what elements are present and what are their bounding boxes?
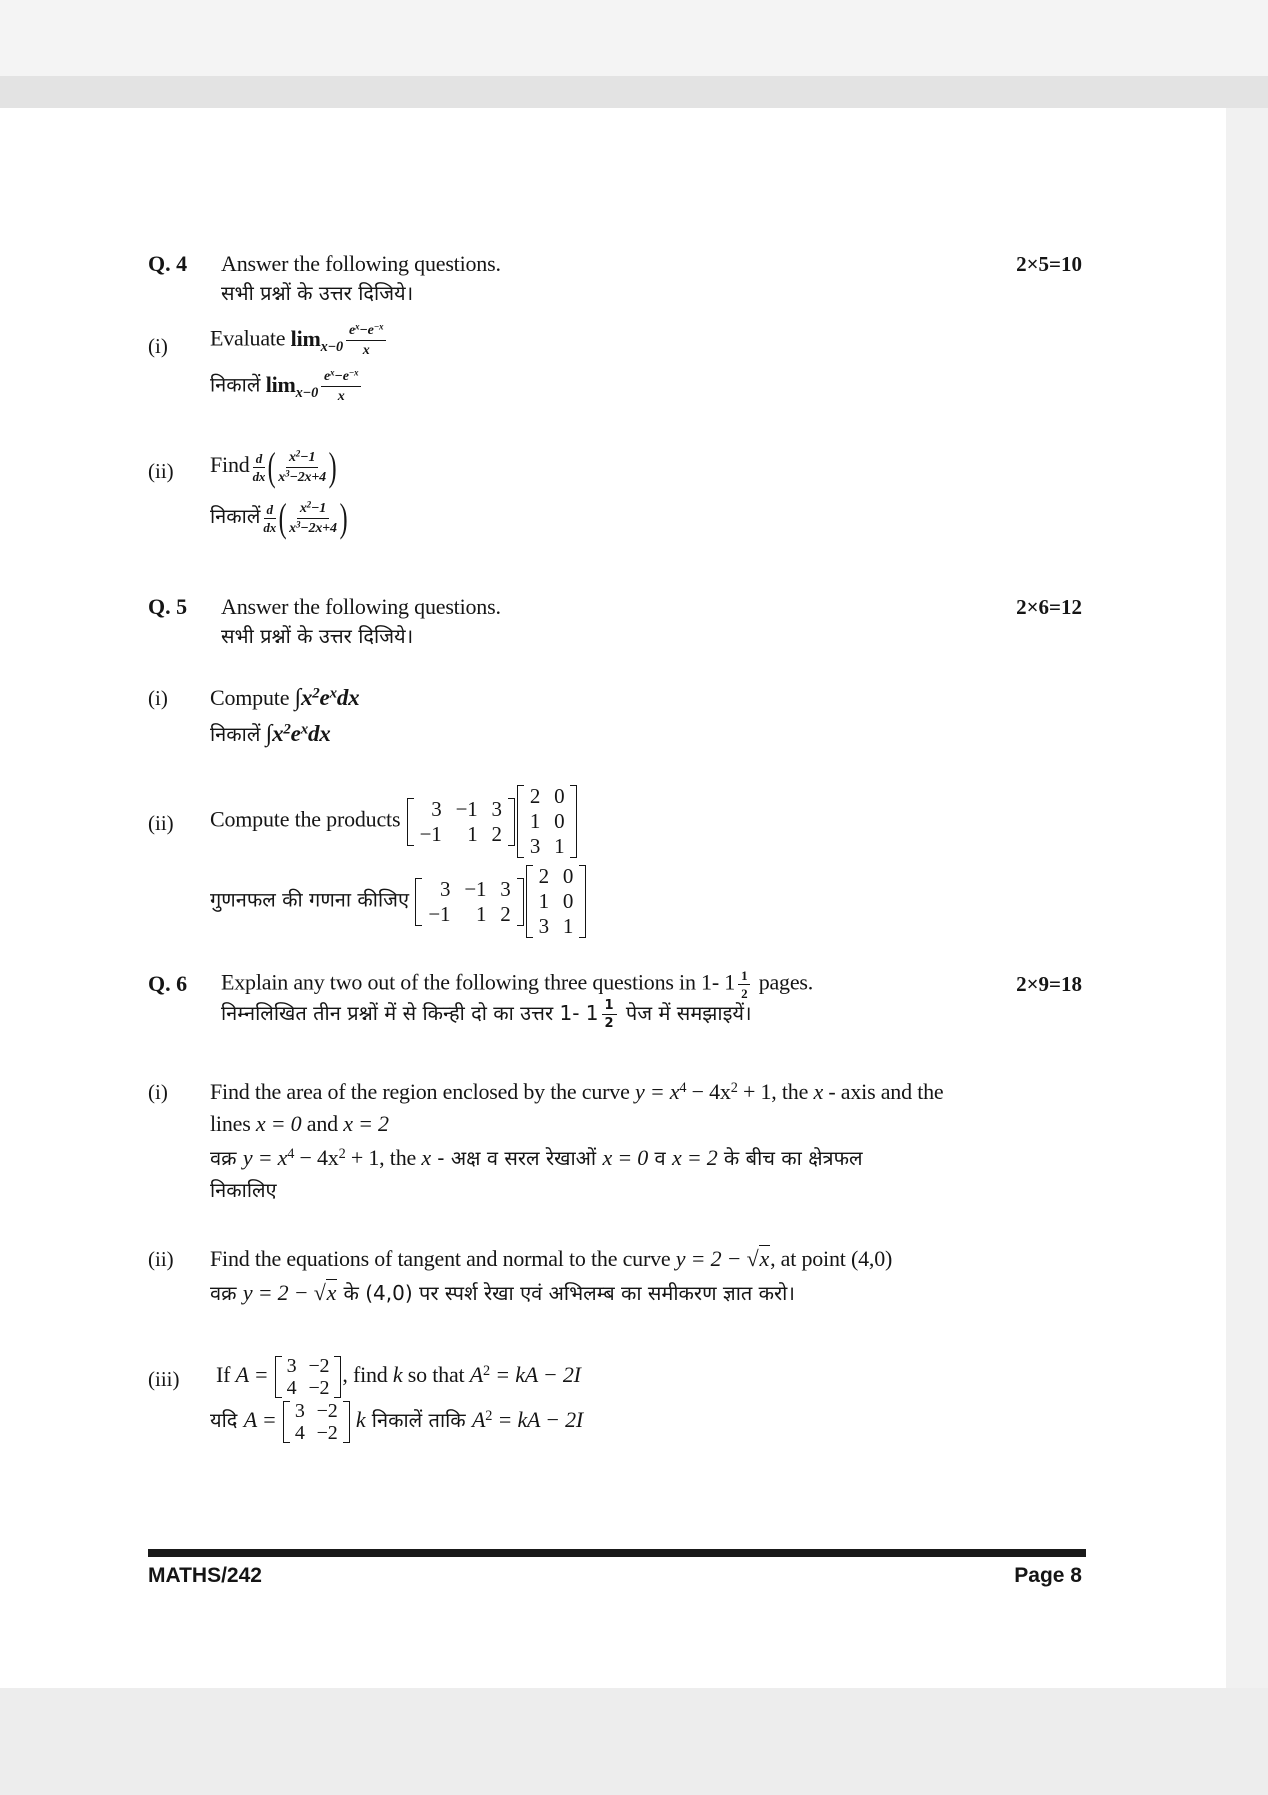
- q6-iii-number: (iii): [148, 1367, 180, 1391]
- matrix-cell: 3: [286, 1355, 297, 1377]
- matrix-name: A =: [235, 1362, 274, 1388]
- left-parenthesis: (: [278, 495, 287, 540]
- exponent: x: [330, 367, 335, 378]
- matrix-name: A: [469, 1362, 483, 1388]
- exponent: 2: [485, 1407, 493, 1424]
- fraction-denominator: [278, 468, 326, 486]
- q5-label: Q. 5: [148, 594, 188, 619]
- q4-i-number: (i): [148, 334, 168, 358]
- matrix-cell: 2: [538, 864, 549, 888]
- exponent: 2: [283, 721, 291, 738]
- q6-title-hindi: [221, 998, 752, 1031]
- q6-i-text: Find the area of the region enclosed by the curve: [210, 1079, 635, 1104]
- matrix-equation-rhs: = kA − 2I: [489, 1362, 581, 1388]
- exponent: 4: [679, 1079, 687, 1096]
- numerator-term: e: [349, 323, 356, 338]
- q6-ii-hindi: [210, 1279, 795, 1307]
- curve-equation-term: + 1,: [737, 1079, 777, 1104]
- fraction-denominator: 2: [604, 1016, 614, 1031]
- derivative-denominator: dx: [252, 468, 266, 484]
- square-root: [314, 1279, 337, 1305]
- matrix-cell: −1: [455, 796, 478, 821]
- fraction-numerator: [346, 322, 386, 341]
- matrix-cell: 4: [294, 1422, 305, 1444]
- matrix-name: A: [472, 1407, 486, 1433]
- q6-ii-number: (ii): [148, 1247, 174, 1271]
- q6-marks: 2×9=18: [1016, 972, 1082, 996]
- q5-ii-prefix: Compute the products: [210, 806, 401, 832]
- q4-i-hindi: [210, 368, 364, 405]
- numerator-term: x: [299, 500, 307, 516]
- exponent: 3: [295, 518, 301, 529]
- fraction-numerator: [286, 449, 318, 468]
- q6-i-hindi-text: - अक्ष व सरल रेखाओं: [430, 1146, 603, 1170]
- q6-i-text: the: [776, 1079, 814, 1104]
- q6-ii-text: Find the equations of tangent and normal to the curve: [210, 1246, 671, 1271]
- fraction-numerator: [321, 368, 361, 387]
- line-equation: x = 2: [343, 1111, 389, 1136]
- q6-ii-hindi-text: वक्र: [210, 1281, 243, 1305]
- line-equation: x = 0: [602, 1145, 649, 1170]
- q6-iii-text: , find: [342, 1362, 393, 1388]
- q6-ii-english: [210, 1245, 892, 1273]
- rational-fraction: [289, 500, 337, 537]
- numerator-term: −e: [359, 323, 374, 338]
- denominator-term: x: [289, 520, 296, 536]
- integrand-term: x: [272, 721, 284, 746]
- q6-i-line-3-hindi: [210, 1144, 863, 1172]
- q6-i-hindi-text: व: [648, 1146, 672, 1170]
- denominator-term: −2x+4: [289, 469, 326, 485]
- differential: dx: [307, 721, 331, 746]
- q5-i-prefix: Compute: [210, 685, 290, 710]
- derivative-numerator: d: [264, 502, 276, 519]
- matrix-cell: 3: [529, 834, 541, 858]
- matrix-cell: −2: [308, 1355, 330, 1377]
- matrix-cell: −1: [419, 821, 442, 846]
- radicand: x: [759, 1246, 770, 1271]
- q4-title: Answer the following questions.: [221, 251, 501, 276]
- right-parenthesis: ): [328, 444, 337, 489]
- matrix-cell: 1: [562, 914, 574, 938]
- integral-sign: ∫: [265, 721, 273, 747]
- matrix-b: [517, 784, 578, 859]
- q5-ii-prefix-hindi: गुणनफल की गणना कीजिए: [210, 887, 410, 912]
- q6-iii-text: If: [216, 1362, 236, 1388]
- right-parenthesis: ): [339, 495, 348, 540]
- q4-ii-hindi: [210, 495, 348, 540]
- fraction-denominator: 2: [741, 986, 748, 1001]
- curve-equation-term: + 1,: [345, 1145, 385, 1170]
- fraction-numerator: 1: [602, 998, 617, 1015]
- integrand: [301, 685, 360, 710]
- matrix-cell: 0: [554, 784, 565, 808]
- matrix-cell: 4: [286, 1377, 297, 1399]
- matrix-cell: 3: [538, 914, 549, 938]
- top-divider-bar: [0, 76, 1268, 108]
- exponent: 2: [306, 498, 311, 509]
- matrix-cell: 1: [554, 834, 565, 858]
- curve-equation: y = 2 −: [242, 1280, 314, 1305]
- exponent: x: [329, 685, 337, 702]
- bottom-gray-area: [0, 1688, 1268, 1795]
- radical-sign: √: [313, 1280, 326, 1305]
- q6-iii-hindi-text: निकालें ताकि: [365, 1408, 473, 1433]
- q4-i-prefix: Evaluate: [210, 325, 286, 351]
- axis-variable: x: [421, 1145, 431, 1170]
- curve-equation-lhs: y = x: [634, 1079, 680, 1104]
- q6-title-tail: pages.: [753, 969, 814, 995]
- matrix-cell: 1: [538, 889, 549, 913]
- matrix-cell: 2: [491, 821, 502, 846]
- limit-operator: [290, 325, 343, 355]
- integrand: [272, 721, 331, 746]
- matrix-a: [283, 1400, 350, 1444]
- curve-equation-lhs: y = x: [242, 1145, 288, 1170]
- curve-equation: y = 2 −: [675, 1246, 747, 1271]
- integrand-term: e: [319, 685, 330, 710]
- integrand-term: x: [300, 685, 313, 710]
- matrix-cell: 0: [554, 809, 565, 833]
- derivative-denominator: dx: [263, 519, 276, 535]
- q4-ii-number: (ii): [148, 459, 174, 483]
- numerator-term: −e: [334, 369, 349, 384]
- fraction-numerator: 1: [738, 968, 750, 985]
- q6-i-hindi-text: वक्र: [210, 1146, 243, 1170]
- q4-ii-prefix: Find: [210, 452, 250, 478]
- limit-fraction: [346, 322, 386, 359]
- matrix-cell: 3: [491, 796, 502, 821]
- matrix-a: [407, 797, 515, 847]
- matrix-equation-rhs: = kA − 2I: [492, 1407, 584, 1433]
- curve-equation-term: − 4x: [294, 1145, 339, 1170]
- q4-i-english: [210, 322, 389, 359]
- q5-ii-hindi: [210, 864, 587, 939]
- footer-rule: [148, 1549, 1086, 1557]
- q6-iii-hindi: [210, 1400, 583, 1444]
- matrix-cell: 3: [500, 876, 511, 901]
- matrix-a: [275, 1355, 342, 1399]
- integral-sign: ∫: [294, 685, 301, 711]
- matrix-cell: 1: [529, 809, 541, 833]
- matrix-cell: −2: [316, 1422, 338, 1444]
- q4-ii-prefix-hindi: निकालें: [210, 504, 261, 529]
- q5-i-english: [210, 684, 359, 712]
- axis-variable: x: [813, 1079, 824, 1104]
- left-parenthesis: (: [267, 444, 276, 489]
- exponent: 4: [287, 1145, 295, 1162]
- q6-title: [221, 968, 813, 1001]
- matrix-cell: −2: [308, 1377, 330, 1399]
- matrix-name: A =: [243, 1407, 282, 1433]
- q5-i-prefix-hindi: निकालें: [210, 722, 261, 746]
- q6-i-text: the: [384, 1145, 422, 1170]
- half-fraction: [602, 998, 617, 1031]
- numerator-term: −1: [310, 500, 327, 516]
- q6-ii-hindi-text: के (4,0) पर स्पर्श रेखा एवं अभिलम्ब का समीकरण ज्ञात करो।: [337, 1281, 795, 1305]
- half-fraction: [738, 968, 750, 1001]
- derivative-numerator: d: [253, 451, 265, 468]
- q6-i-line-2: [210, 1110, 389, 1138]
- differential: dx: [336, 685, 360, 710]
- paper-code: MATHS/242: [148, 1564, 262, 1587]
- exponent: 3: [285, 467, 290, 478]
- derivative-operator: [263, 502, 276, 535]
- exponent: x: [300, 721, 308, 738]
- q4-ii-english: [210, 444, 337, 489]
- q5-ii-number: (ii): [148, 811, 174, 835]
- q4-title-hindi: सभी प्रश्नों के उत्तर दिजिये।: [221, 281, 414, 305]
- matrix-cell: 1: [467, 821, 478, 846]
- matrix-cell: 2: [500, 901, 511, 926]
- q4-marks: 2×5=10: [1016, 252, 1082, 276]
- curve-equation-term: − 4x: [686, 1079, 731, 1104]
- q6-i-number: (i): [148, 1080, 168, 1104]
- matrix-a: [415, 877, 523, 927]
- q5-i-number: (i): [148, 686, 168, 710]
- q6-i-line-1: [210, 1078, 943, 1106]
- exponent: 2: [338, 1145, 346, 1162]
- exponent: x: [355, 321, 360, 332]
- q5-title-hindi: सभी प्रश्नों के उत्तर दिजिये।: [221, 624, 414, 648]
- line-equation: x = 0: [255, 1111, 302, 1136]
- integrand-term: e: [290, 721, 301, 746]
- q6-label: Q. 6: [148, 971, 188, 996]
- q6-title-text: Explain any two out of the following three questions in 1- 1: [221, 969, 736, 995]
- denominator-term: x: [278, 469, 286, 485]
- q6-iii-english: [216, 1355, 581, 1399]
- matrix-cell: −2: [316, 1400, 338, 1422]
- matrix-b: [526, 864, 587, 939]
- q6-i-hindi-text: के बीच का क्षेत्रफल: [717, 1146, 863, 1170]
- matrix-cell: 0: [562, 889, 574, 913]
- matrix-cell: 3: [440, 876, 451, 901]
- limit-fraction: [321, 368, 361, 405]
- q4-label: Q. 4: [148, 251, 188, 276]
- top-gray-band: [0, 0, 1268, 76]
- numerator-term: −1: [300, 449, 316, 465]
- exponent: 2: [483, 1362, 490, 1379]
- q6-i-line-4-hindi: निकालिए: [210, 1178, 277, 1202]
- lim-text: lim: [290, 325, 321, 351]
- exam-page: [0, 108, 1226, 1688]
- q5-i-hindi: [210, 720, 331, 748]
- lim-text: lim: [265, 371, 296, 397]
- scalar-k: k: [355, 1407, 366, 1433]
- q5-title: Answer the following questions.: [221, 594, 501, 619]
- matrix-cell: 0: [562, 864, 574, 888]
- lim-subscript: x−0: [295, 384, 319, 401]
- derivative-operator: [253, 451, 266, 484]
- limit-operator: [265, 371, 319, 401]
- fraction-denominator: x: [362, 343, 370, 358]
- q5-ii-english: [210, 784, 578, 859]
- matrix-cell: 2: [529, 784, 541, 808]
- q6-i-text: lines: [210, 1111, 256, 1136]
- exponent: −x: [373, 321, 384, 332]
- scalar-k: k: [392, 1362, 403, 1388]
- q6-i-text: - axis and the: [823, 1079, 944, 1104]
- matrix-cell: −1: [428, 901, 451, 926]
- denominator-term: −2x+4: [300, 520, 337, 536]
- q6-title-hindi-text: निम्नलिखित तीन प्रश्नों में से किन्ही दो का उत्तर 1- 1: [221, 1001, 599, 1025]
- q6-title-hindi-tail: पेज में समझाइयें।: [619, 1001, 752, 1025]
- fraction-numerator: [297, 500, 329, 519]
- radicand: x: [326, 1280, 337, 1305]
- matrix-cell: 3: [294, 1400, 305, 1422]
- q6-ii-point-text: , at point (4,0): [770, 1246, 893, 1271]
- exponent: 2: [730, 1079, 738, 1096]
- q4-i-prefix-hindi: निकालें: [210, 372, 261, 397]
- square-root: [747, 1245, 770, 1271]
- exponent: 2: [295, 447, 301, 458]
- numerator-term: x: [288, 449, 296, 465]
- matrix-cell: 1: [475, 901, 487, 926]
- radical-sign: √: [746, 1246, 759, 1271]
- page-number: Page 8: [1014, 1564, 1082, 1587]
- q6-iii-hindi-text: यदि: [210, 1408, 244, 1433]
- fraction-denominator: [289, 519, 337, 537]
- q5-marks: 2×6=12: [1016, 595, 1082, 619]
- lim-subscript: x−0: [320, 338, 343, 355]
- q6-i-text: and: [301, 1111, 344, 1136]
- matrix-cell: −1: [464, 876, 487, 901]
- numerator-term: e: [324, 369, 331, 384]
- matrix-cell: 3: [431, 796, 442, 821]
- right-margin-strip: [1226, 108, 1268, 1688]
- rational-fraction: [278, 449, 326, 486]
- exponent: 2: [312, 685, 320, 702]
- exponent: −x: [348, 367, 359, 378]
- line-equation: x = 2: [671, 1145, 718, 1170]
- q6-iii-text: so that: [402, 1362, 470, 1388]
- fraction-denominator: x: [337, 389, 345, 404]
